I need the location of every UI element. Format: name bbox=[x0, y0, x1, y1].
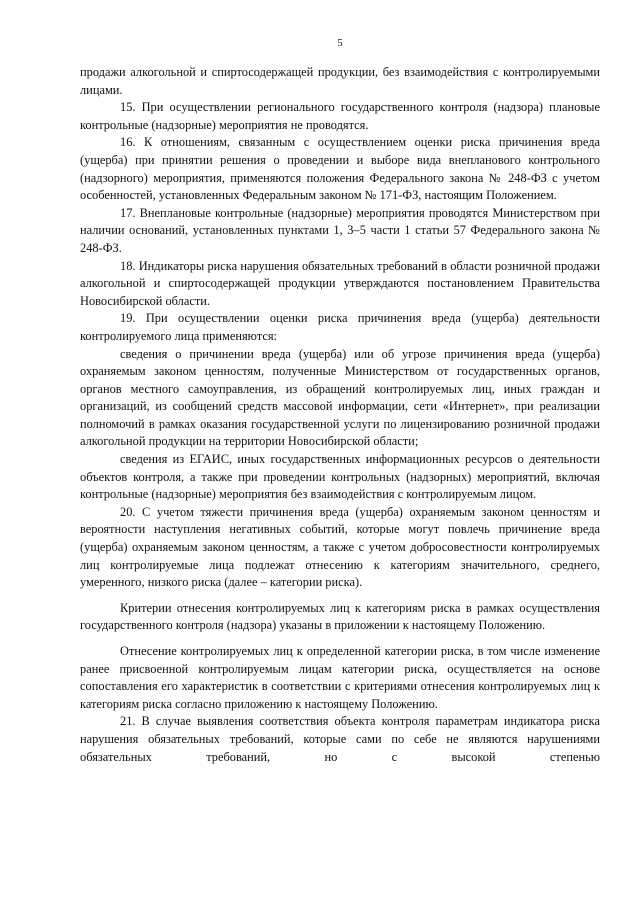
paragraph-continuation: продажи алкогольной и спиртосодержащей продукции, без взаимодействия с контролируемыми лицами. bbox=[80, 65, 600, 97]
paragraph-19: 19. При осуществлении оценки риска причинения вреда (ущерба) деятельности контролируемого лица применяются: bbox=[80, 311, 600, 343]
paragraph-20: 20. С учетом тяжести причинения вреда (ущерба) охраняемым законом ценностям и вероятности наступления негативных событий, которые могут повлечь причинение вреда (ущерба) охраняемым законом ценностям, а также с учетом добросовестности контролируемых лиц контролируемые лица подлежат отнесению к категориям значительного, среднего, умеренного, низкого риска (далее – категории риска). bbox=[80, 504, 600, 590]
paragraph-15: 15. При осуществлении регионального государственного контроля (надзора) плановые контрольные (надзорные) мероприятия не проводятся. bbox=[80, 100, 600, 132]
page-number: 5 bbox=[337, 38, 343, 49]
paragraph-20-assignment: Отнесение контролируемых лиц к определенной категории риска, в том числе изменение ранее присвоенной контролируемым лицам категории риска, осуществляется на основе сопоставления его характеристик в соответствии с критериями отнесения контролируемых лиц к категориям риска согласно приложению к настоящему Положению. bbox=[80, 644, 600, 711]
paragraph-19-item-2: сведения из ЕГАИС, иных государственных информационных ресурсов о деятельности объектов контроля, а также при проведении контрольных (надзорных) мероприятий, включая контрольные (надзорные) мероприятия без взаимодействия с контролируемым лицом. bbox=[80, 452, 600, 502]
paragraph-21: 21. В случае выявления соответствия объекта контроля параметрам индикатора риска нарушения обязательных требований, которые сами по себе не являются нарушениями обязательных требований, но с высокой степенью bbox=[80, 714, 600, 764]
paragraph-16: 16. К отношениям, связанным с осуществлением оценки риска причинения вреда (ущерба) при принятии решения о проведении и выборе вида внепланового контрольного (надзорного) мероприятия, применяются положения Федерального закона № 248-ФЗ с учетом особенностей, установленных Федеральным законом № 171-ФЗ, настоящим Положением. bbox=[80, 135, 600, 203]
paragraph-17: 17. Внеплановые контрольные (надзорные) мероприятия проводятся Министерством при наличии оснований, установленных пунктами 1, 3–5 части 1 статьи 57 Федерального закона № 248-ФЗ. bbox=[80, 205, 600, 255]
paragraph-19-item-1: сведения о причинении вреда (ущерба) или об угрозе причинения вреда (ущерба) охраняемым законом ценностям, полученные Министерством от государственных органов, органов местного самоуправления, из обращений контролируемых лиц, иных граждан и организаций, из сообщений средств массовой информации, сети «Интернет», при реализации полномочий в рамках оказания государственной услуги по лицензированию розничной продажи алкогольной продукции на территории Новосибирской области; bbox=[80, 346, 600, 449]
paragraph-20-criteria: Критерии отнесения контролируемых лиц к категориям риска в рамках осуществления государственного контроля (надзора) указаны в приложении к настоящему Положению. bbox=[80, 600, 600, 633]
paragraph-18: 18. Индикаторы риска нарушения обязательных требований в области розничной продажи алкогольной и спиртосодержащей продукции утверждаются постановлением Правительства Новосибирской области. bbox=[80, 258, 600, 308]
